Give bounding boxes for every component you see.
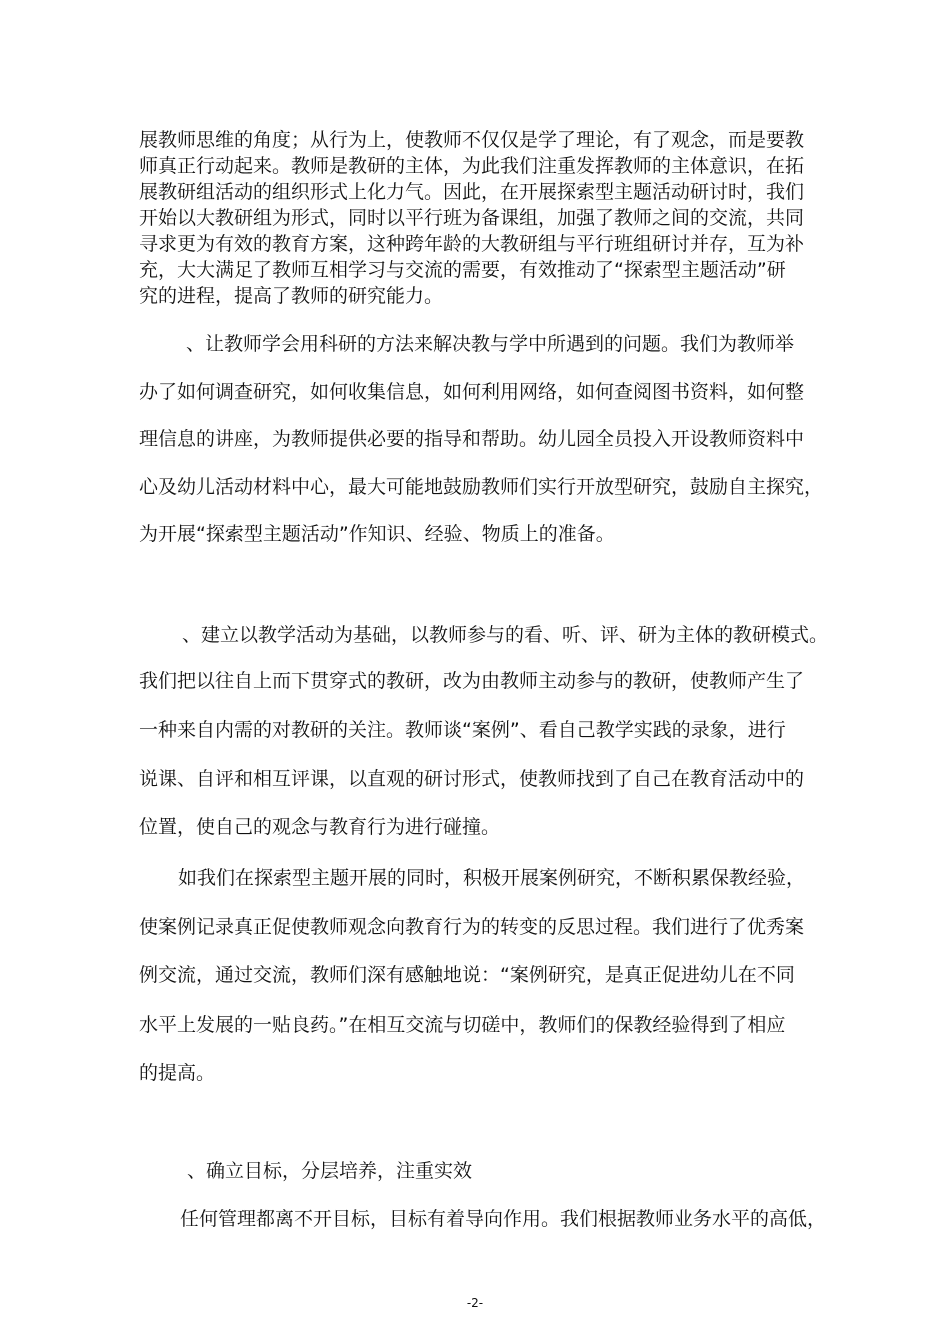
text-line: 、让教师学会用科研的方法来解决教与学中所遇到的问题。我们为教师举 [186,333,795,355]
text-line: 展教研组活动的组织形式上化力气。因此，在开展探索型主题活动研讨时，我们 [139,181,805,203]
text-line: 、确立目标，分层培养，注重实效 [187,1160,473,1182]
text-line: 我们把以往自上而下贯穿式的教研，改为由教师主动参与的教研，使教师产生了 [139,670,805,692]
text-line: 的提高。 [139,1062,216,1084]
page-number: -2- [466,1296,484,1310]
text-line: 展教师思维的角度；从行为上，使教师不仅仅是学了理论，有了观念，而是要教 [139,129,805,151]
text-line: 任何管理都离不开目标，目标有着导向作用。我们根据教师业务水平的高低， [180,1208,827,1230]
text-line: 如我们在探索型主题开展的同时，积极开展案例研究，不断积累保教经验， [178,867,806,889]
text-line: 开始以大教研组为形式，同时以平行班为备课组，加强了教师之间的交流，共同 [139,207,805,229]
text-line: 师真正行动起来。教师是教研的主体，为此我们注重发挥教师的主体意识，在拓 [139,155,805,177]
text-line: 究的进程，提高了教师的研究能力。 [139,285,444,307]
text-line: 心及幼儿活动材料中心，最大可能地鼓励教师们实行开放型研究，鼓励自主探究， [139,476,824,498]
text-line: 寻求更为有效的教育方案，这种跨年龄的大教研组与平行班组研讨并存，互为补 [139,233,805,255]
text-line: 说课、自评和相互评课，以直观的研讨形式，使教师找到了自己在教育活动中的 [139,768,805,790]
text-line: 水平上发展的一贴良药。”在相互交流与切磋中，教师们的保教经验得到了相应 [139,1014,786,1036]
text-line: 理信息的讲座，为教师提供必要的指导和帮助。幼儿园全员投入开设教师资料中 [139,428,805,450]
text-line: 一种来自内需的对教研的关注。教师谈“案例”、看自己教学实践的录象，进行 [139,719,786,741]
text-line: 使案例记录真正促使教师观念向教育行为的转变的反思过程。我们进行了优秀案 [139,916,805,938]
text-line: 例交流，通过交流，教师们深有感触地说：“案例研究，是真正促进幼儿在不同 [139,964,795,986]
text-line: 位置，使自己的观念与教育行为进行碰撞。 [139,816,501,838]
text-line: 为开展“探索型主题活动”作知识、经验、物质上的准备。 [139,523,615,545]
text-line: 办了如何调查研究，如何收集信息，如何利用网络，如何查阅图书资料，如何整 [139,381,805,403]
text-line: 充，大大满足了教师互相学习与交流的需要，有效推动了“探索型主题活动”研 [139,259,786,281]
text-line: 、建立以教学活动为基础，以教师参与的看、听、评、研为主体的教研模式。 [182,624,829,646]
